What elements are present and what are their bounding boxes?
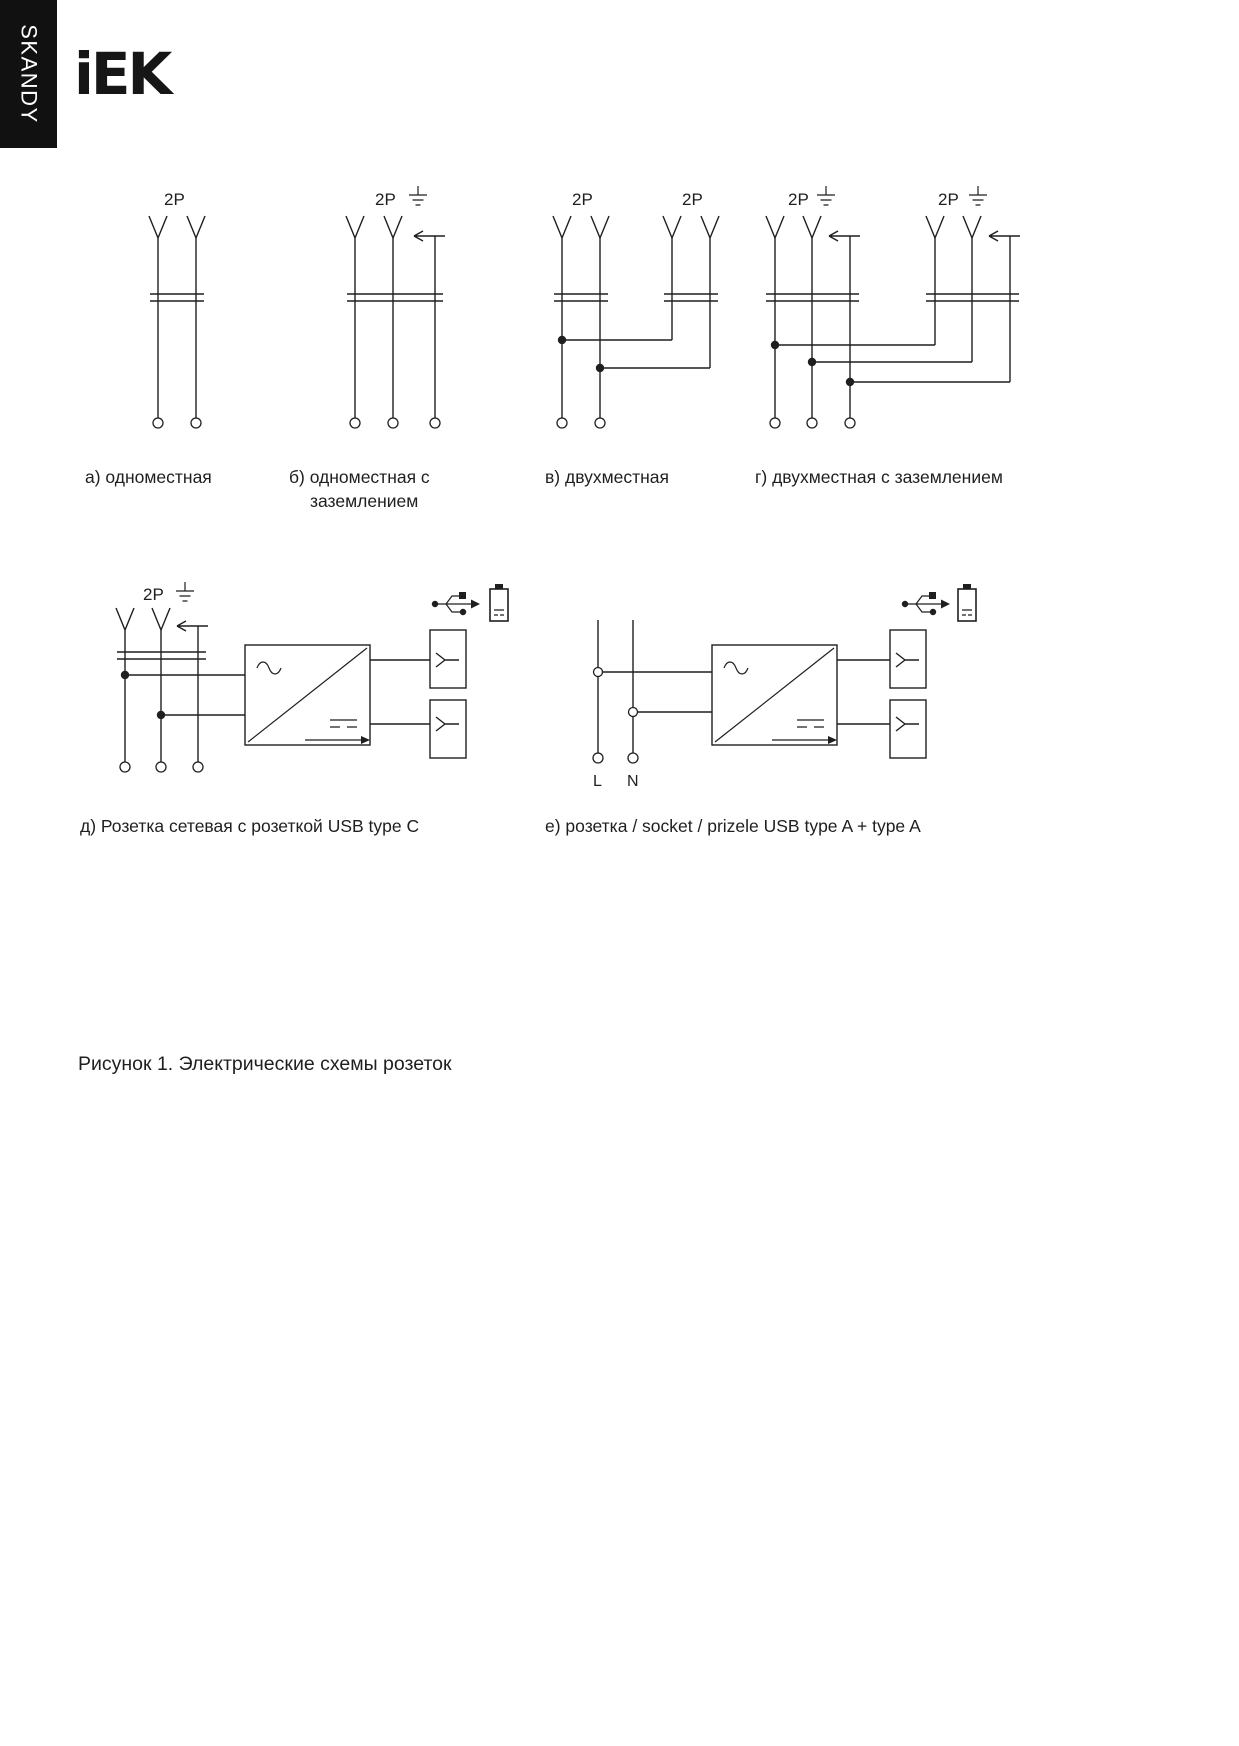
- diagram-c-double-socket: [540, 180, 750, 450]
- pole-wires: [355, 236, 435, 418]
- ac-wave-icon: [257, 662, 281, 674]
- right-pole-wires: [935, 236, 1010, 382]
- contact-fork-icon: [803, 216, 821, 238]
- ground-contact-arrow-icon: [177, 621, 208, 631]
- contact-fork-icon: [346, 216, 364, 238]
- ground-icon: [409, 186, 427, 205]
- diagram-d-caption: г) двухместная с заземлением: [755, 467, 1003, 487]
- socket-contact-icon: [436, 717, 459, 731]
- usb-port-box: [890, 630, 926, 688]
- terminal: [193, 762, 203, 772]
- right-pole-wires: [672, 238, 710, 368]
- socket-contact-icon: [896, 653, 919, 667]
- contact-fork-icon: [116, 608, 134, 630]
- diagram-f-caption: е) розетка / socket / prizele USB type A + type A: [545, 816, 921, 836]
- pole-count-label: 2P: [164, 190, 185, 209]
- battery-icon: [958, 584, 976, 621]
- acdc-converter: [245, 645, 370, 745]
- pole-count-label: 2P: [375, 190, 396, 209]
- usb-icon: [902, 592, 950, 615]
- usb-port-box: [430, 630, 466, 688]
- terminal: [350, 418, 360, 428]
- contact-fork-icon: [701, 216, 719, 238]
- contact-fork-icon: [766, 216, 784, 238]
- neutral-label: N: [627, 773, 639, 790]
- contact-fork-icon: [663, 216, 681, 238]
- tap-terminal: [594, 668, 603, 677]
- dc-symbol-icon: [330, 720, 357, 727]
- terminal: [388, 418, 398, 428]
- terminal: [593, 753, 603, 763]
- junction-dot: [157, 711, 165, 719]
- ground-contact-arrow-icon: [829, 231, 860, 241]
- supply-wires: [598, 620, 633, 753]
- parallel-links: [562, 340, 710, 368]
- junction-dot: [808, 358, 816, 366]
- terminal: [153, 418, 163, 428]
- usb-output-wires: [837, 660, 890, 724]
- tap-terminal: [629, 708, 638, 717]
- pole-count-label: 2P: [143, 585, 164, 604]
- diagram-a-single-socket: [118, 180, 248, 450]
- ground-contact-arrow-icon: [414, 231, 445, 241]
- diagram-d-double-socket-earthed: [752, 180, 1052, 450]
- terminal: [430, 418, 440, 428]
- dc-symbol-icon: [797, 720, 824, 727]
- contact-fork-icon: [963, 216, 981, 238]
- diagram-b-caption-line2: заземлением: [310, 490, 419, 511]
- series-side-tab: [0, 0, 57, 148]
- diagram-a-caption: а) одноместная: [85, 467, 212, 487]
- terminal: [557, 418, 567, 428]
- socket-contact-icon: [896, 717, 919, 731]
- figure-caption: Рисунок 1. Электрические схемы розеток: [78, 1053, 452, 1075]
- acdc-converter: [712, 645, 837, 745]
- contact-fork-icon: [149, 216, 167, 238]
- series-name-label: SKANDY: [16, 24, 42, 124]
- pole-wires: [158, 238, 196, 418]
- left-pole-wires: [562, 238, 600, 418]
- socket-block: [347, 294, 443, 301]
- terminal: [845, 418, 855, 428]
- terminal: [156, 762, 166, 772]
- left-pole-wires: [775, 236, 850, 418]
- battery-icon: [490, 584, 508, 621]
- pole-count-label: 2P: [572, 190, 593, 209]
- feed-wires: [125, 675, 245, 715]
- diagram-e-socket-usb-c: [95, 572, 525, 807]
- ground-contact-arrow-icon: [989, 231, 1020, 241]
- terminal: [191, 418, 201, 428]
- ground-icon: [817, 186, 835, 205]
- pole-count-label: 2P: [938, 190, 959, 209]
- diagram-b-caption-line1: б) одноместная с: [289, 467, 430, 487]
- ground-icon: [176, 582, 194, 601]
- contact-fork-icon: [384, 216, 402, 238]
- ac-wave-icon: [724, 662, 748, 674]
- diagram-e-caption: д) Розетка сетевая с розеткой USB type C: [80, 816, 420, 836]
- usb-icon: [432, 592, 480, 615]
- contact-fork-icon: [152, 608, 170, 630]
- pole-wires: [125, 626, 198, 762]
- diagram-c-caption: в) двухместная: [545, 467, 670, 487]
- ground-icon: [969, 186, 987, 205]
- contact-fork-icon: [926, 216, 944, 238]
- usb-output-wires: [370, 660, 430, 724]
- junction-dot: [771, 341, 779, 349]
- terminal: [770, 418, 780, 428]
- junction-dot: [121, 671, 129, 679]
- diagram-b-caption: [289, 466, 430, 513]
- diagram-f-socket-usb-a: [558, 572, 998, 812]
- contact-fork-icon: [553, 216, 571, 238]
- brand-logo: iEK: [74, 40, 170, 108]
- terminal: [628, 753, 638, 763]
- junction-dot: [558, 336, 566, 344]
- junction-dot: [846, 378, 854, 386]
- contact-fork-icon: [187, 216, 205, 238]
- terminal: [120, 762, 130, 772]
- junction-dot: [596, 364, 604, 372]
- contact-fork-icon: [591, 216, 609, 238]
- usb-port-box: [890, 700, 926, 758]
- diagram-b-single-socket-earthed: [330, 180, 500, 450]
- usb-port-box: [430, 700, 466, 758]
- terminal: [595, 418, 605, 428]
- feed-wires: [598, 672, 712, 712]
- socket-contact-icon: [436, 653, 459, 667]
- terminal: [807, 418, 817, 428]
- pole-count-label: 2P: [788, 190, 809, 209]
- line-label: L: [593, 773, 602, 790]
- pole-count-label: 2P: [682, 190, 703, 209]
